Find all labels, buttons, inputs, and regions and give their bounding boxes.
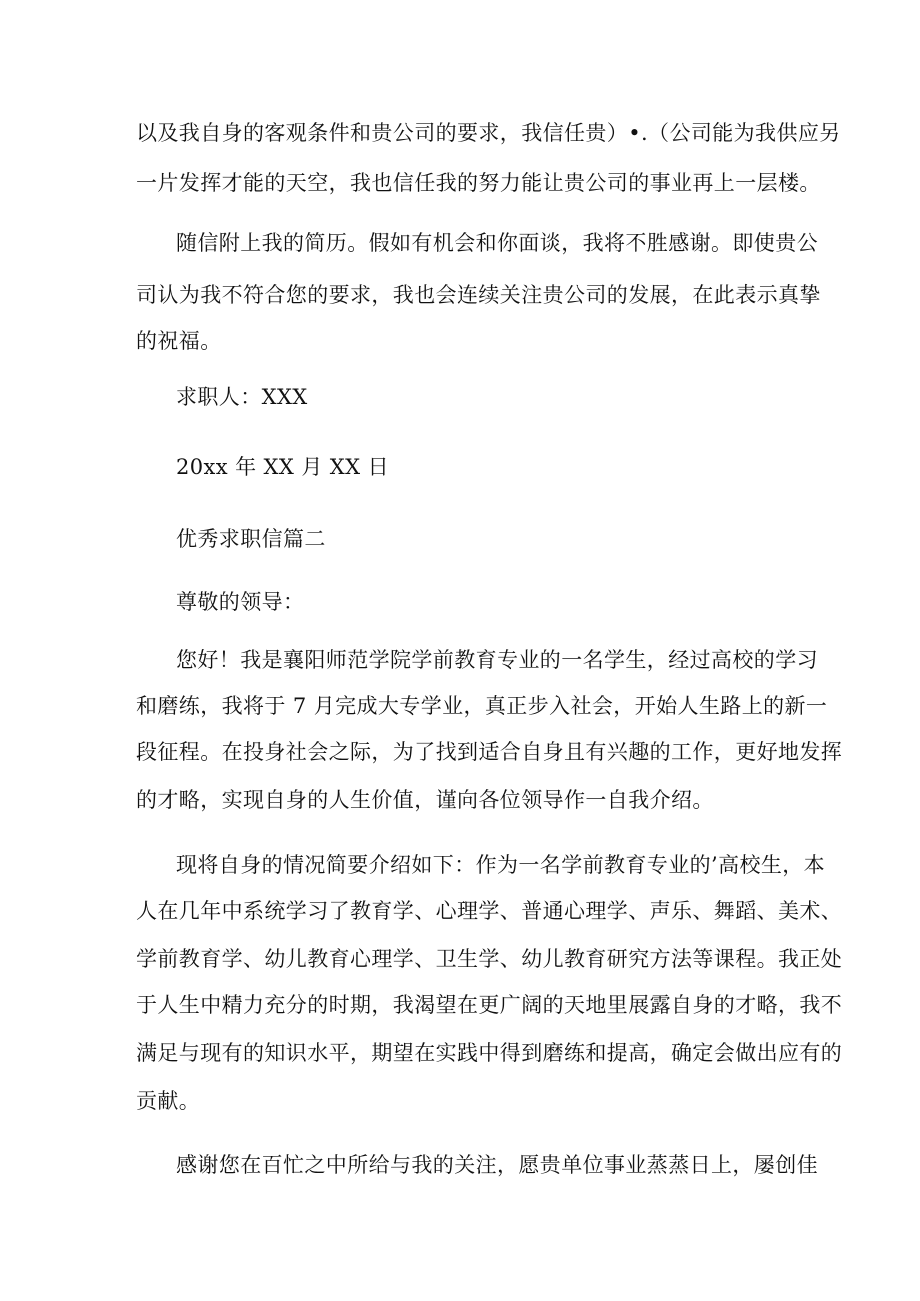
heading-text: 优秀求职信篇二 xyxy=(176,527,326,551)
text-line: 人在几年中系统学习了教育学、心理学、普通心理学、声乐、舞蹈、美术、 xyxy=(136,899,843,923)
text-line: 贡献。 xyxy=(136,1089,201,1113)
text-line: 和磨练，我将于 7 月完成大专学业，真正步入社会，开始人生路上的新一 xyxy=(136,694,828,718)
text-line: 满足与现有的知识水平，期望在实践中得到磨练和提高，确定会做出应有的 xyxy=(136,1041,843,1065)
text-line: 一片发挥才能的天空，我也信任我的努力能让贵公司的事业再上一层楼。 xyxy=(136,171,821,195)
text-line: 您好！我是襄阳师范学院学前教育专业的一名学生，经过高校的学习 xyxy=(176,648,818,672)
text-line: 于人生中精力充分的时期，我渴望在更广阔的天地里展露自身的才略，我不 xyxy=(136,993,843,1017)
salutation-text: 尊敬的领导： xyxy=(176,590,305,614)
signature-name: 求职人：XXX xyxy=(176,385,308,409)
text-line: 感谢您在百忙之中所给与我的关注，愿贵单位事业蒸蒸日上，屡创佳 xyxy=(176,1153,818,1177)
text-line: 现将自身的情况简要介绍如下：作为一名学前教育专业的’高校生，本 xyxy=(176,853,826,877)
text-line: 的祝福。 xyxy=(136,329,222,353)
text-line: 段征程。在投身社会之际，为了找到适合自身且有兴趣的工作，更好地发挥 xyxy=(136,740,843,764)
text-line: 随信附上我的简历。假如有机会和你面谈，我将不胜感谢。即使贵公 xyxy=(176,231,818,255)
date-text: 20xx 年 XX 月 XX 日 xyxy=(176,455,389,479)
text-line: 的才略，实现自身的人生价值，谨向各位领导作一自我介绍。 xyxy=(136,788,714,812)
text-line: 司认为我不符合您的要求，我也会连续关注贵公司的发展，在此表示真挚 xyxy=(136,283,821,307)
text-line: 学前教育学、幼儿教育心理学、卫生学、幼儿教育研究方法等课程。我正处 xyxy=(136,947,843,971)
text-line: 以及我自身的客观条件和贵公司的要求，我信任贵）•.（公司能为我供应另 xyxy=(136,121,841,145)
